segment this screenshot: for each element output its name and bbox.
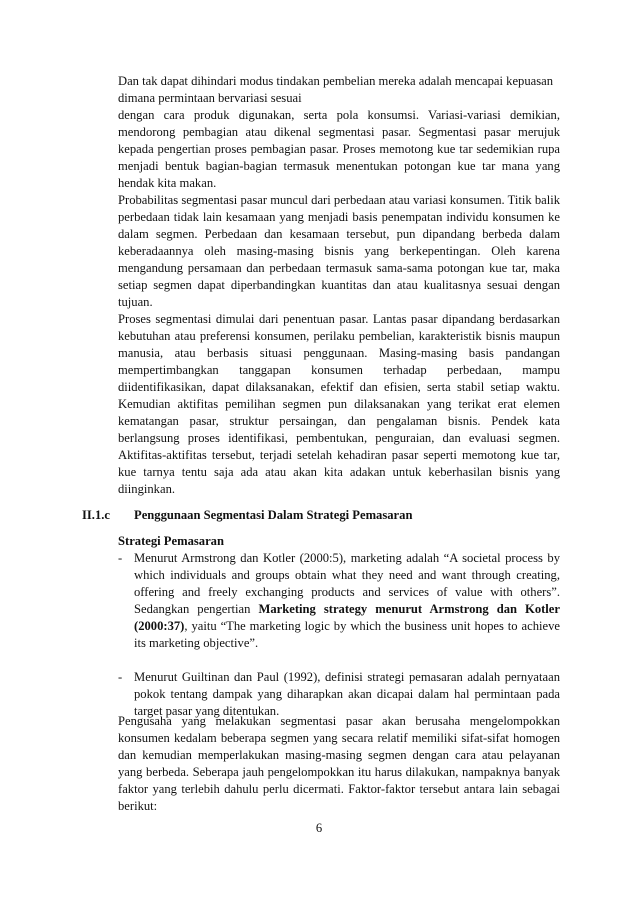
paragraph-2-body: Probabilitas segmentasi pasar muncul dari perbedaan atau variasi konsumen. Titik balik perbedaan tidak lain kesamaan yang menjadi basis penempatan individu konsumen ke dalam segmen. Perbedaan dan kesamaan tersebut, pun dipandang berbeda dalam keberadaannya oleh masing-masing bisnis yang berkepentingan. Oleh karena mengandung persamaan dan perbedaan termasuk sama-sama potongan kue tar, maka setiap segmen dapat diperbandingkan kuantitas dan atau kualitasnya sesuai dengan tujuan. (118, 193, 560, 309)
paragraph-1 (118, 73, 560, 192)
list-dash: - (118, 670, 123, 684)
list-item-2-text: Menurut Guiltinan dan Paul (1992), definisi strategi pemasaran adalah pernyataan pokok tentang dampak yang diharapkan akan dicapai dalam hal permintaan pada target pasar yang ditentukan. (134, 670, 560, 718)
list-item-1-text (134, 550, 560, 652)
page-number: 6 (315, 821, 323, 835)
section-heading (82, 507, 562, 524)
paragraph-last-body: Pengusaha yang melakukan segmentasi pasar akan berusaha mengelompokkan konsumen kedalam beberapa segmen yang secara relatif memiliki sifat-sifat homogen dan kemudian memperlakukan masing-masing segmen dengan cara atau pelayanan yang berbeda. Seberapa jauh pengelompokkan itu harus dilakukan, nampaknya banyak faktor yang terlebih dahulu perlu dicermati. Faktor-faktor tersebut antara lain sebagai berikut: (118, 714, 560, 813)
list-dash: - (118, 551, 123, 565)
list-item-1-bold: Marketing strategy menurut Armstrong dan Kotler (2000:37) (134, 602, 560, 633)
strategy-section (118, 533, 560, 720)
list-item (118, 550, 560, 652)
subheading: Strategi Pemasaran (118, 534, 224, 548)
section-number: II.1.c (82, 508, 110, 522)
paragraph-last (118, 713, 560, 815)
list-item-1-part-c: , yaitu “The marketing logic by which the business unit hopes to achieve its marketing objective”. (134, 619, 560, 650)
section-title: Penggunaan Segmentasi Dalam Strategi Pemasaran (134, 508, 413, 522)
paragraph-3 (118, 311, 560, 498)
list-item-1-part-a: Menurut Armstrong dan Kotler (2000:5), marketing adalah “A societal process by which individuals and groups obtain what they need and want through creating, offering and freely exchanging products and services of value with others”. Sedangkan pengertian (134, 551, 560, 616)
paragraph-2 (118, 192, 560, 311)
paragraph-1-line-a: Dan tak dapat dihindari modus tindakan pembelian mereka adalah mencapai kepuasan dimana permintaan bervariasi sesuai (118, 74, 554, 105)
paragraph-3-body: Proses segmentasi dimulai dari penentuan pasar. Lantas pasar dipandang berdasarkan kebutuhan atau preferensi konsumen, perilaku pembelian, karakteristik bisnis maupun manusia, atau berbasis situasi penggunaan. Masing-masing basis pandangan mempertimbangkan tanggapan konsumen terhadap perbedaan, mampu diidentifikasikan, dapat dilaksanakan, efektif dan efisien, serta stabil setiap waktu. Kemudian aktifitas pemilihan segmen pun dilaksanakan yang terikat erat elemen kematangan pasar, struktur persaingan, dan pengalaman bisnis. Pendek kata berlangsung proses identifikasi, pembentukan, penguraian, dan evaluasi segmen. Aktifitas-aktifitas tersebut, terjadi setelah kehadiran pasar seperti memotong kue tar, kue tarnya tentu saja ada atau akan kita adakan untuk keberhasilan bisnis yang diinginkan. (118, 312, 560, 496)
paragraph-1-body: dengan cara produk digunakan, serta pola konsumsi. Variasi-variasi demikian, mendorong pembagian atau dikenal segmentasi pasar. Segmentasi pasar merujuk kepada pengertian proses pembagian pasar. Proses memotong kue tar sedemikian rupa menjadi bentuk bagian-bagian termasuk menentukan potongan kue tar mana yang hendak kita makan. (118, 108, 560, 190)
